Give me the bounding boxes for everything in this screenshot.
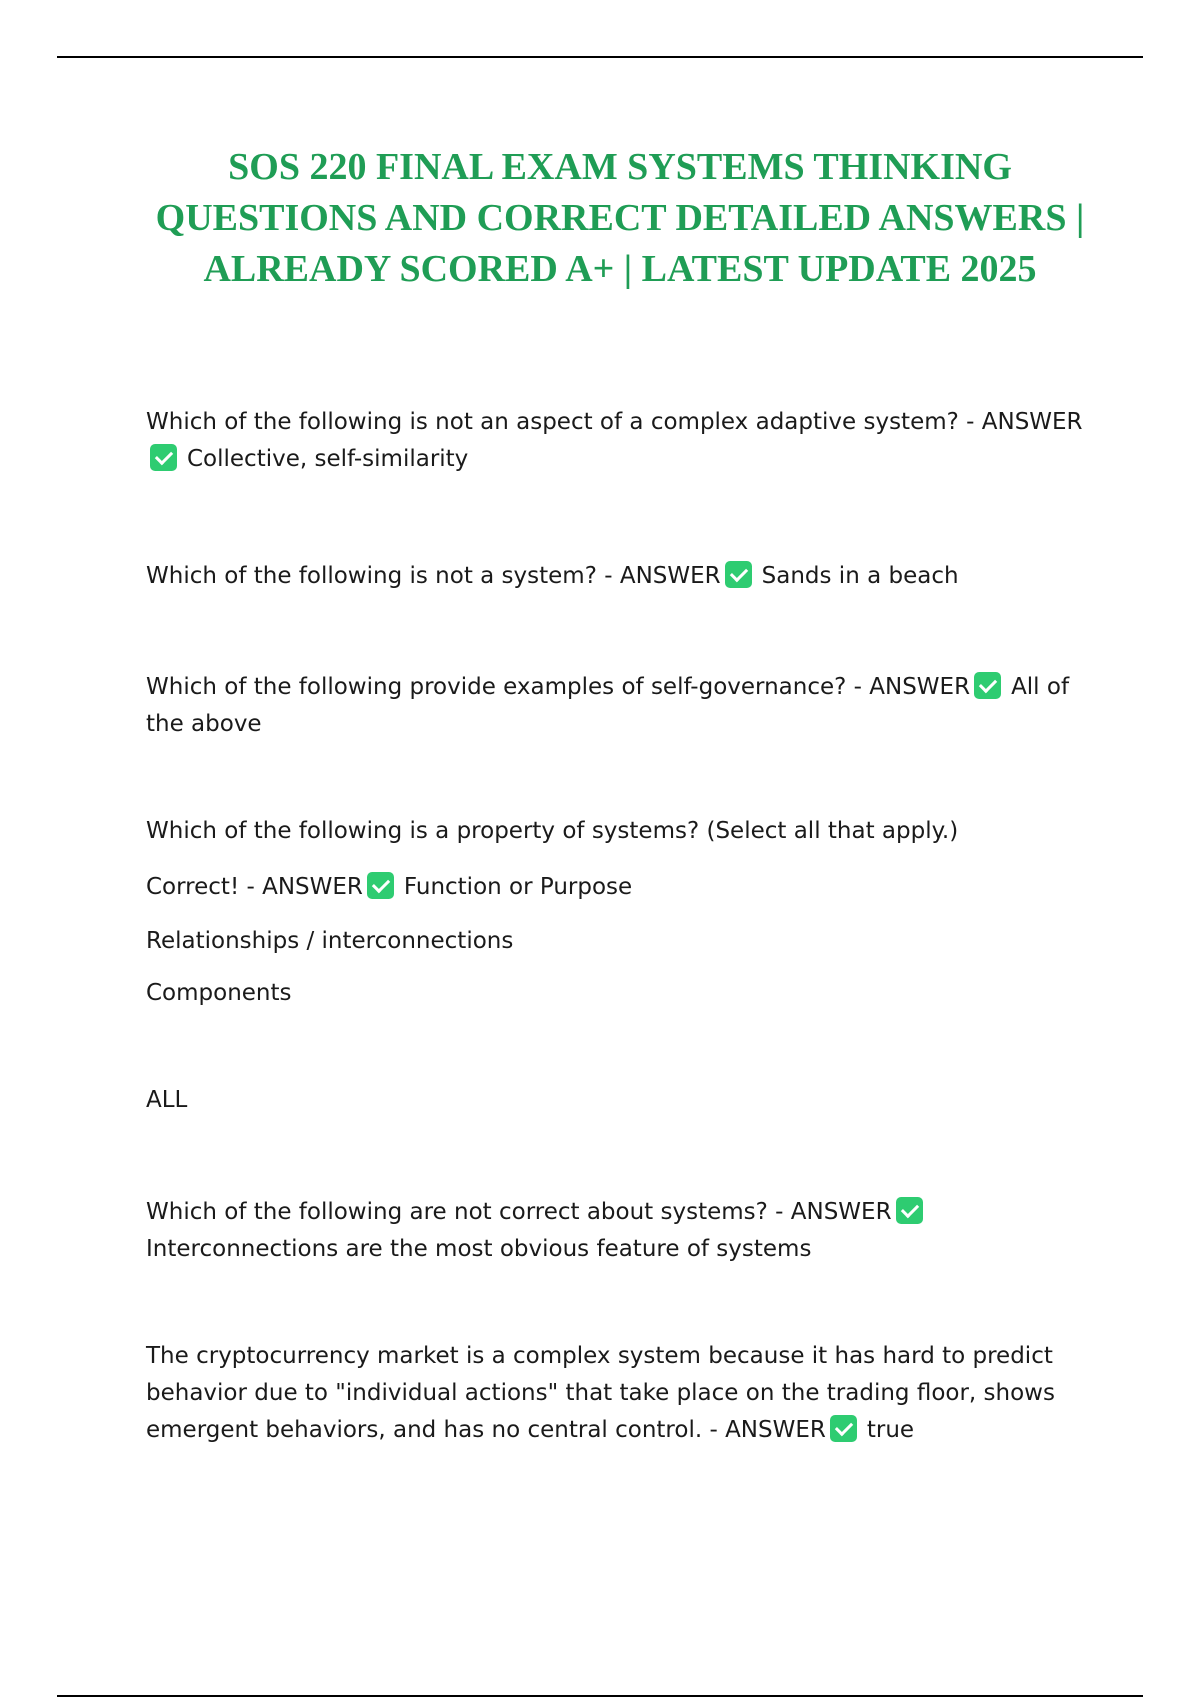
qa-item-4-line: Components (146, 980, 292, 1006)
qa-item-3 (146, 669, 1086, 743)
question-text: Which of the following provide examples of self-governance? - ANSWER (146, 674, 971, 700)
qa-item-6 (146, 1338, 1086, 1449)
question-text: Which of the following is not an aspect of a complex adaptive system? - ANSWER (146, 409, 1083, 435)
qa-item-1 (146, 404, 1086, 478)
question-text: The cryptocurrency market is a complex system because it has hard to predict behavior due to "individual actions" that take place on the trading floor, shows emergent behaviors, and has no central control. - ANSWER (146, 1343, 1055, 1443)
check-box-icon (896, 1197, 923, 1224)
check-box-icon (974, 672, 1001, 699)
qa-item-5 (146, 1194, 1086, 1268)
check-box-icon (830, 1415, 857, 1442)
qa-item-4-line: ALL (146, 1087, 188, 1113)
answer-prefix: Correct! - ANSWER (146, 874, 363, 900)
question-text: Which of the following are not correct about systems? - ANSWER (146, 1199, 892, 1225)
qa-item-4-answer-line (146, 869, 1086, 906)
answer-text: true (866, 1417, 915, 1443)
answer-text: Collective, self-similarity (187, 446, 469, 472)
check-box-icon (150, 444, 177, 471)
question-text: Which of the following is not a system? - ANSWER (146, 563, 721, 589)
bottom-rule (57, 1695, 1143, 1697)
qa-item-4-question: Which of the following is a property of systems? (Select all that apply.) (146, 818, 959, 844)
answer-text: Function or Purpose (403, 874, 633, 900)
answer-text: Interconnections are the most obvious feature of systems (146, 1236, 812, 1262)
qa-item-4-line: Relationships / interconnections (146, 928, 514, 954)
check-box-icon (725, 561, 752, 588)
qa-item-2 (146, 558, 1086, 595)
top-rule (57, 56, 1143, 58)
document-title: SOS 220 FINAL EXAM SYSTEMS THINKING QUESTIONS AND CORRECT DETAILED ANSWERS | ALREADY SCORED A+ | LATEST UPDATE 2025 (155, 146, 1085, 290)
check-box-icon (367, 872, 394, 899)
answer-text: Sands in a beach (761, 563, 959, 589)
answer-text: All of the above (146, 674, 1070, 737)
